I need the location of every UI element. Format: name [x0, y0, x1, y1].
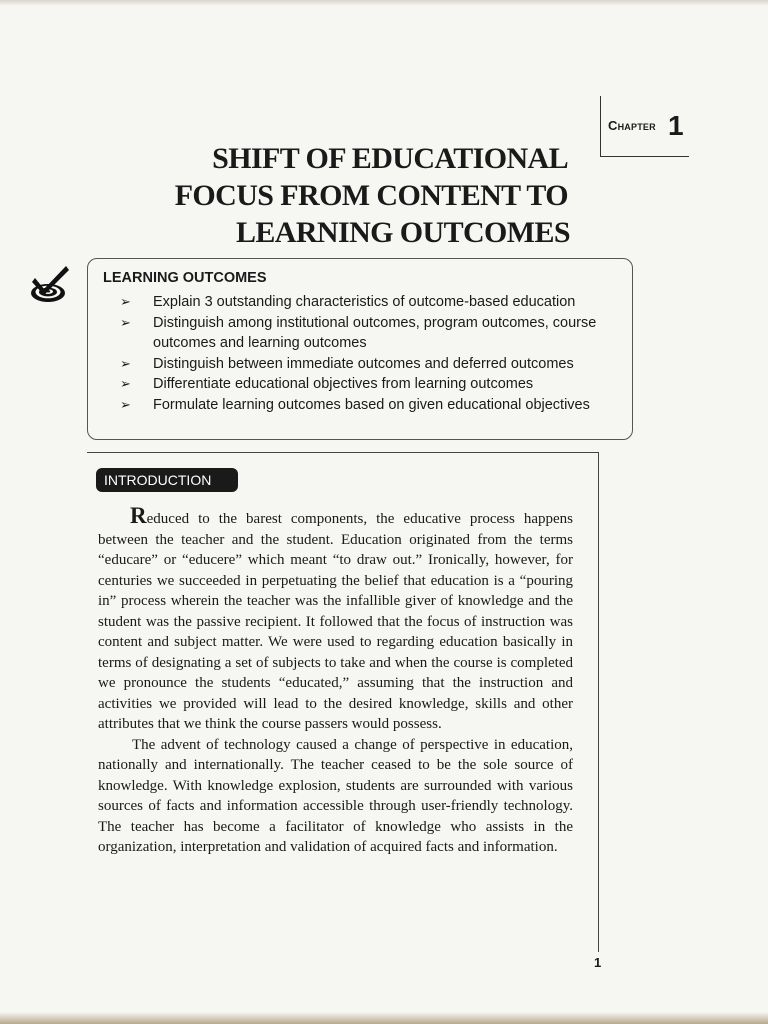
list-item: [120, 354, 620, 375]
learning-outcome-text: Distinguish between immediate outcomes and deferred outcomes: [153, 355, 574, 372]
introduction-heading: INTRODUCTION: [96, 468, 238, 492]
page-number: 1: [594, 955, 602, 970]
learning-outcomes-heading: LEARNING OUTCOMES: [103, 270, 267, 286]
learning-outcome-text: Differentiate educational objectives from learning outcomes: [153, 376, 534, 392]
paragraph: [98, 503, 573, 735]
list-item: [120, 313, 620, 354]
arrow-bullet-icon: ➢: [120, 355, 131, 371]
chapter-number: 1: [668, 110, 684, 141]
list-item: [120, 292, 620, 313]
paragraph: The advent of technology caused a change of perspective in education, nationally and internationally. The teacher ceased to be the sole source of knowledge. With knowledge explosion, students are surrounded with various sources of facts and information accessible through user-friendly technology. The teacher has become a facilitator of knowledge who assists in the organization, interpretation and validation of acquired facts and information.: [98, 736, 573, 855]
target-check-icon: [28, 262, 74, 308]
learning-outcome-text: Explain 3 outstanding characteristics of outcome-based education: [153, 294, 576, 310]
chapter-title-line: LEARNING OUTCOMES: [235, 216, 570, 249]
learning-outcome-text: Distinguish among institutional outcomes, program outcomes, course outcomes and learning outcomes: [153, 314, 597, 351]
page-edge-bottom: [0, 1012, 768, 1024]
learning-outcome-text: Formulate learning outcomes based on given educational objectives: [153, 396, 590, 413]
section-divider: [87, 452, 599, 453]
list-item: [120, 374, 620, 395]
paragraph-text: educed to the barest components, the educative process happens between the teacher and the student. Education originated from the terms “educare” or “educere” which meant “to draw out.” Ironically, however, for centuries we succeeded in perpetuating the belief that education is a “pouring in” process wherein the teacher was the infallible giver of knowledge and the student was the passive recipient. It followed that the focus of instruction was content and subject matter. We were used to regarding education basically in terms of designating a set of subjects to take and when the course is completed we pronounce the students “educated,” assuming that the instruction and activities we provided will lead to the desired knowledge, skills and other attributes that we think the course passers would possess.: [98, 511, 573, 732]
arrow-bullet-icon: ➢: [120, 314, 131, 330]
chapter-label: Chapter: [608, 118, 656, 133]
section-side-rule: [598, 452, 599, 952]
list-item: [120, 395, 620, 416]
arrow-bullet-icon: ➢: [120, 376, 131, 391]
chapter-title: [150, 140, 570, 251]
chapter-title-line: SHIFT OF EDUCATIONAL: [212, 142, 568, 175]
learning-outcomes-list: [120, 292, 620, 415]
drop-cap: R: [130, 503, 147, 528]
arrow-bullet-icon: ➢: [120, 396, 131, 412]
page-edge-top: [0, 0, 768, 6]
chapter-title-line: FOCUS FROM CONTENT TO: [174, 179, 568, 212]
introduction-body: [98, 503, 573, 858]
arrow-bullet-icon: ➢: [120, 294, 131, 309]
